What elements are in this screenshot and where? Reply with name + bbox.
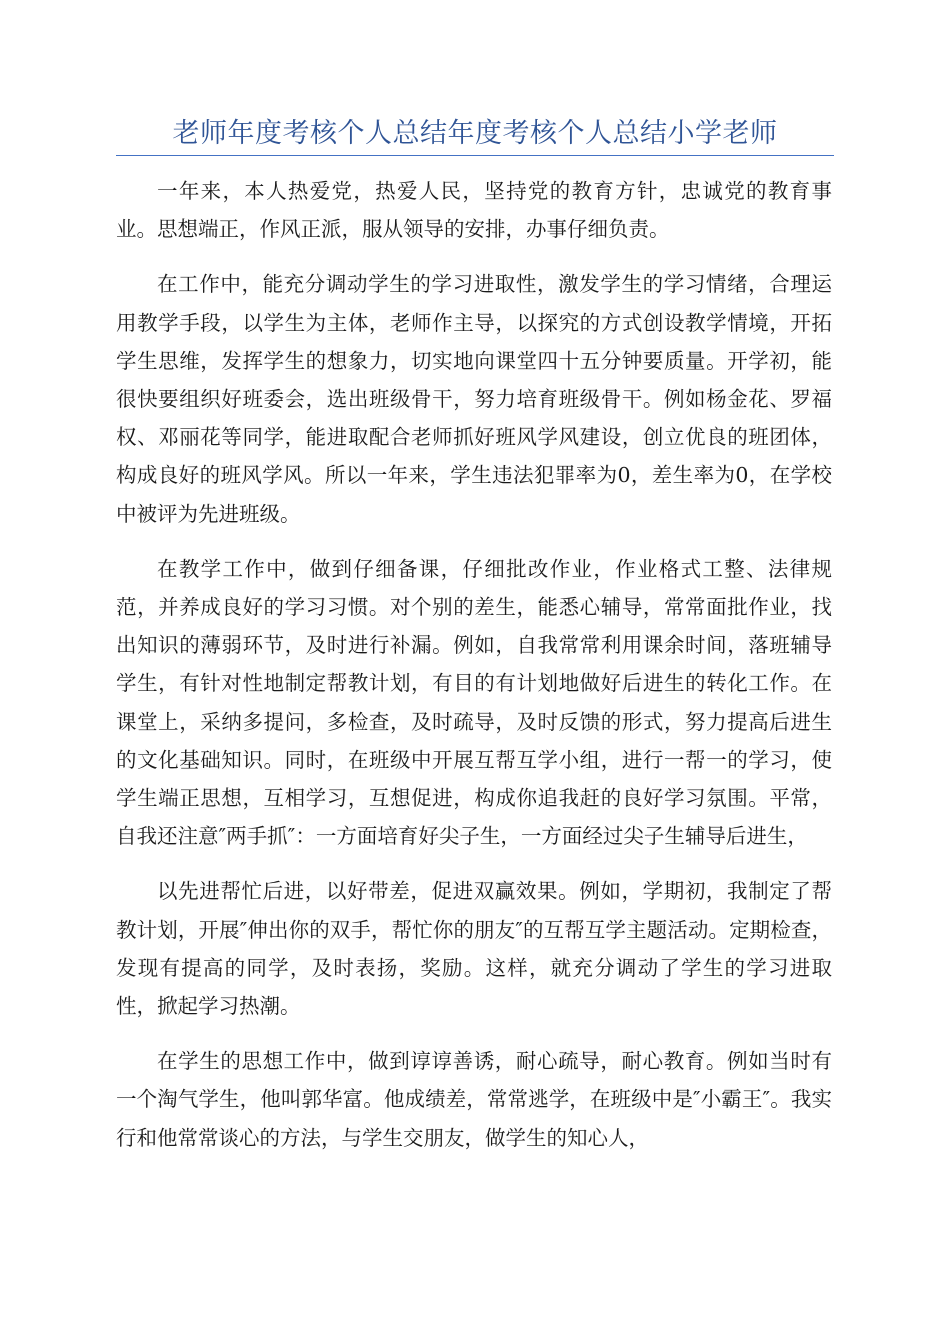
paragraph: 以先进帮忙后进，以好带差，促进双赢效果。例如，学期初，我制定了帮教计划，开展″伸出你的双手，帮忙你的朋友″的互帮互学主题活动。定期检查，发现有提高的同学，及时表扬，奖励。这样，就充分调动了学生的学习进取性，掀起学习热潮。 — [116, 879, 832, 1019]
document-title: 老师年度考核个人总结年度考核个人总结小学老师 — [172, 118, 778, 149]
paragraph: 在工作中，能充分调动学生的学习进取性，激发学生的学习情绪，合理运用教学手段，以学生为主体，老师作主导，以探究的方式创设教学情境，开拓学生思维，发挥学生的想象力，切实地向课堂四十五分钟要质量。开学初，能很快要组织好班委会，选出班级骨干，努力培育班级骨干。例如杨金花、罗福权、邓丽花等同学，能进取配合老师抓好班风学风建设，创立优良的班团体，构成良好的班风学风。所以一年来，学生违法犯罪率为0，差生率为0，在学校中被评为先进班级。 — [116, 272, 832, 526]
paragraph: 一年来，本人热爱党，热爱人民，坚持党的教育方针，忠诚党的教育事业。思想端正，作风正派，服从领导的安排，办事仔细负责。 — [116, 179, 832, 242]
paragraph: 在学生的思想工作中，做到谆谆善诱，耐心疏导，耐心教育。例如当时有一个淘气学生，他叫郭华富。他成绩差，常常逃学，在班级中是″小霸王″。我实行和他常常谈心的方法，与学生交朋友，做学生的知心人， — [116, 1049, 832, 1150]
document-body — [116, 172, 832, 1174]
paragraph: 在教学工作中，做到仔细备课，仔细批改作业，作业格式工整、法律规范，并养成良好的学习习惯。对个别的差生，能悉心辅导，常常面批作业，找出知识的薄弱环节，及时进行补漏。例如，自我常常利用课余时间，落班辅导学生，有针对性地制定帮教计划，有目的有计划地做好后进生的转化工作。在课堂上，采纳多提问，多检查，及时疏导，及时反馈的形式，努力提高后进生的文化基础知识。同时，在班级中开展互帮互学小组，进行一帮一的学习，使学生端正思想，互相学习，互想促进，构成你追我赶的良好学习氛围。平常，自我还注意″两手抓″：一方面培育好尖子生，一方面经过尖子生辅导后进生， — [116, 556, 832, 849]
title-underline — [116, 155, 834, 156]
